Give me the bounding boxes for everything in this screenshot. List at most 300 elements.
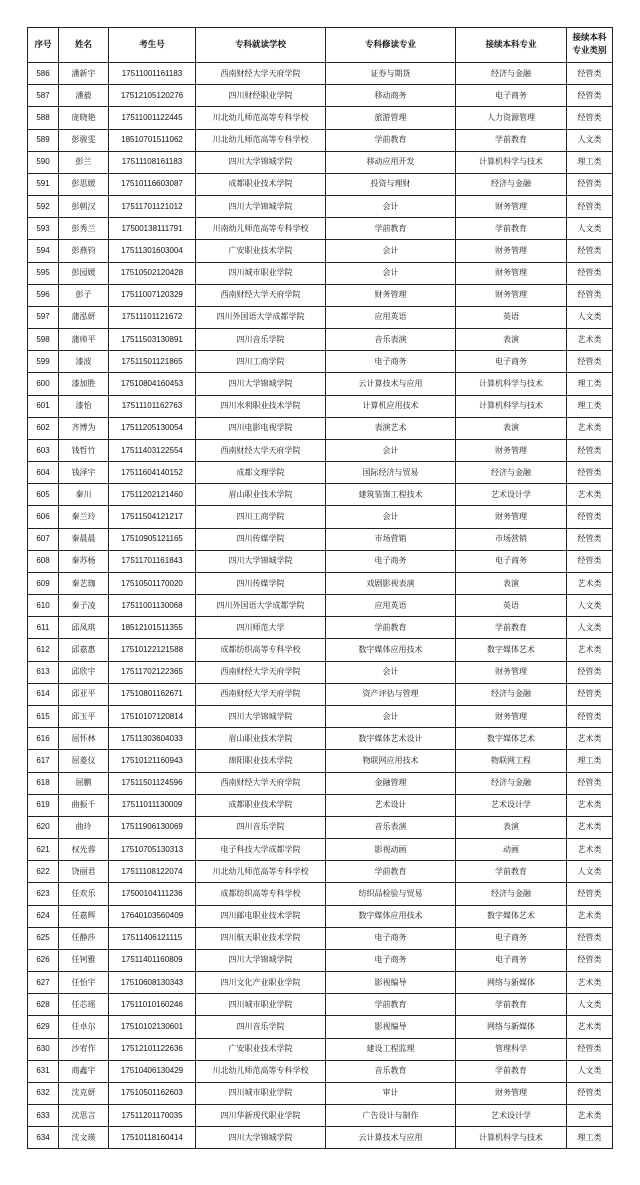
header-college: 专科就读学校 bbox=[196, 28, 326, 63]
cell-college-major: 应用英语 bbox=[326, 595, 456, 617]
cell-name: 屈鹏 bbox=[59, 772, 109, 794]
cell-exam-id: 17511303604033 bbox=[109, 728, 196, 750]
cell-college-major: 计算机应用技术 bbox=[326, 395, 456, 417]
table-row bbox=[28, 994, 613, 1016]
table-row bbox=[28, 1127, 613, 1149]
cell-bachelor-major: 学前教育 bbox=[456, 1060, 567, 1082]
cell-bachelor-major: 学前教育 bbox=[456, 994, 567, 1016]
cell-index: 628 bbox=[28, 994, 59, 1016]
cell-college-major: 表演艺术 bbox=[326, 417, 456, 439]
cell-bachelor-major: 计算机科学与技术 bbox=[456, 373, 567, 395]
cell-college-major: 学前教育 bbox=[326, 218, 456, 240]
cell-college: 四川大学锦城学院 bbox=[196, 705, 326, 727]
cell-index: 594 bbox=[28, 240, 59, 262]
cell-index: 606 bbox=[28, 506, 59, 528]
cell-exam-id: 17511001122445 bbox=[109, 107, 196, 129]
cell-college: 成都纺织高等专科学校 bbox=[196, 883, 326, 905]
cell-college: 四川外国语大学成都学院 bbox=[196, 595, 326, 617]
cell-exam-id: 17511501124596 bbox=[109, 772, 196, 794]
cell-bachelor-major: 计算机科学与技术 bbox=[456, 1127, 567, 1149]
cell-category: 人文类 bbox=[567, 861, 613, 883]
cell-name: 权光蓉 bbox=[59, 839, 109, 861]
header-row bbox=[28, 28, 613, 63]
cell-college-major: 财务管理 bbox=[326, 284, 456, 306]
cell-bachelor-major: 艺术设计学 bbox=[456, 794, 567, 816]
cell-exam-id: 17511906130069 bbox=[109, 816, 196, 838]
cell-category: 经管类 bbox=[567, 240, 613, 262]
cell-college: 四川文化产业职业学院 bbox=[196, 972, 326, 994]
cell-bachelor-major: 学前教育 bbox=[456, 861, 567, 883]
cell-bachelor-major: 动画 bbox=[456, 839, 567, 861]
cell-index: 586 bbox=[28, 63, 59, 85]
cell-college: 四川工商学院 bbox=[196, 506, 326, 528]
cell-bachelor-major: 英语 bbox=[456, 306, 567, 328]
cell-name: 彭燕钧 bbox=[59, 240, 109, 262]
cell-index: 590 bbox=[28, 151, 59, 173]
table-row bbox=[28, 550, 613, 572]
cell-college-major: 学前教育 bbox=[326, 129, 456, 151]
cell-index: 599 bbox=[28, 351, 59, 373]
cell-exam-id: 17511604140152 bbox=[109, 462, 196, 484]
cell-college: 川北幼儿师范高等专科学校 bbox=[196, 861, 326, 883]
cell-college-major: 数字媒体应用技术 bbox=[326, 905, 456, 927]
cell-index: 610 bbox=[28, 595, 59, 617]
cell-bachelor-major: 经济与金融 bbox=[456, 683, 567, 705]
cell-name: 彭思媛 bbox=[59, 173, 109, 195]
table-row bbox=[28, 484, 613, 506]
cell-college-major: 会计 bbox=[326, 439, 456, 461]
cell-name: 漆加胜 bbox=[59, 373, 109, 395]
cell-category: 艺术类 bbox=[567, 572, 613, 594]
cell-college-major: 影视动画 bbox=[326, 839, 456, 861]
cell-name: 漆波 bbox=[59, 351, 109, 373]
cell-college: 电子科技大学成都学院 bbox=[196, 839, 326, 861]
cell-college: 眉山职业技术学院 bbox=[196, 728, 326, 750]
cell-college: 四川大学锦城学院 bbox=[196, 151, 326, 173]
cell-college: 西南财经大学天府学院 bbox=[196, 683, 326, 705]
cell-name: 邱欣宇 bbox=[59, 661, 109, 683]
cell-category: 经管类 bbox=[567, 351, 613, 373]
cell-college: 四川城市职业学院 bbox=[196, 262, 326, 284]
cell-category: 人文类 bbox=[567, 306, 613, 328]
cell-index: 611 bbox=[28, 617, 59, 639]
cell-exam-id: 17511001130068 bbox=[109, 595, 196, 617]
cell-college-major: 艺术设计 bbox=[326, 794, 456, 816]
cell-college: 西南财经大学天府学院 bbox=[196, 63, 326, 85]
cell-category: 理工类 bbox=[567, 750, 613, 772]
cell-name: 齐博为 bbox=[59, 417, 109, 439]
cell-index: 587 bbox=[28, 85, 59, 107]
cell-category: 经管类 bbox=[567, 1082, 613, 1104]
table-row bbox=[28, 705, 613, 727]
cell-index: 598 bbox=[28, 329, 59, 351]
cell-college-major: 会计 bbox=[326, 661, 456, 683]
cell-college-major: 音乐教育 bbox=[326, 1060, 456, 1082]
cell-category: 艺术类 bbox=[567, 794, 613, 816]
cell-category: 艺术类 bbox=[567, 417, 613, 439]
header-name: 姓名 bbox=[59, 28, 109, 63]
cell-college: 四川华新现代职业学院 bbox=[196, 1105, 326, 1127]
cell-college-major: 物联网应用技术 bbox=[326, 750, 456, 772]
table-row bbox=[28, 306, 613, 328]
cell-bachelor-major: 学前教育 bbox=[456, 617, 567, 639]
cell-exam-id: 17640103560409 bbox=[109, 905, 196, 927]
header-exam-id: 考生号 bbox=[109, 28, 196, 63]
cell-college: 成都纺织高等专科学校 bbox=[196, 639, 326, 661]
cell-college-major: 影视编导 bbox=[326, 972, 456, 994]
cell-index: 603 bbox=[28, 439, 59, 461]
cell-bachelor-major: 电子商务 bbox=[456, 550, 567, 572]
cell-index: 632 bbox=[28, 1082, 59, 1104]
cell-bachelor-major: 电子商务 bbox=[456, 351, 567, 373]
cell-name: 漆怡 bbox=[59, 395, 109, 417]
cell-bachelor-major: 财务管理 bbox=[456, 240, 567, 262]
cell-name: 任怡宇 bbox=[59, 972, 109, 994]
cell-bachelor-major: 经济与金融 bbox=[456, 462, 567, 484]
cell-bachelor-major: 数字媒体艺术 bbox=[456, 728, 567, 750]
cell-exam-id: 18510701511062 bbox=[109, 129, 196, 151]
cell-bachelor-major: 电子商务 bbox=[456, 927, 567, 949]
cell-bachelor-major: 经济与金融 bbox=[456, 173, 567, 195]
header-index: 序号 bbox=[28, 28, 59, 63]
table-row bbox=[28, 1105, 613, 1127]
cell-college-major: 纺织品检验与贸易 bbox=[326, 883, 456, 905]
cell-college-major: 会计 bbox=[326, 262, 456, 284]
cell-index: 608 bbox=[28, 550, 59, 572]
table-row bbox=[28, 395, 613, 417]
cell-college-major: 音乐表演 bbox=[326, 816, 456, 838]
cell-name: 秦子凌 bbox=[59, 595, 109, 617]
cell-college: 四川音乐学院 bbox=[196, 1016, 326, 1038]
cell-index: 592 bbox=[28, 196, 59, 218]
cell-college-major: 证券与期货 bbox=[326, 63, 456, 85]
cell-exam-id: 17511011130009 bbox=[109, 794, 196, 816]
cell-name: 蒲泓妍 bbox=[59, 306, 109, 328]
cell-index: 605 bbox=[28, 484, 59, 506]
cell-bachelor-major: 表演 bbox=[456, 329, 567, 351]
cell-index: 591 bbox=[28, 173, 59, 195]
cell-bachelor-major: 英语 bbox=[456, 595, 567, 617]
cell-college: 西南财经大学天府学院 bbox=[196, 772, 326, 794]
cell-college-major: 会计 bbox=[326, 196, 456, 218]
cell-category: 经管类 bbox=[567, 173, 613, 195]
cell-college: 川北幼儿师范高等专科学校 bbox=[196, 129, 326, 151]
cell-exam-id: 17510116603087 bbox=[109, 173, 196, 195]
cell-exam-id: 17511007120329 bbox=[109, 284, 196, 306]
table-row bbox=[28, 262, 613, 284]
cell-exam-id: 17511701121012 bbox=[109, 196, 196, 218]
admission-table bbox=[27, 27, 613, 1149]
table-row bbox=[28, 883, 613, 905]
cell-category: 艺术类 bbox=[567, 905, 613, 927]
table-row bbox=[28, 794, 613, 816]
cell-college: 广安职业技术学院 bbox=[196, 240, 326, 262]
cell-bachelor-major: 网络与新媒体 bbox=[456, 1016, 567, 1038]
cell-college-major: 会计 bbox=[326, 705, 456, 727]
cell-name: 任嘉辉 bbox=[59, 905, 109, 927]
cell-category: 经管类 bbox=[567, 107, 613, 129]
cell-exam-id: 17511504121217 bbox=[109, 506, 196, 528]
cell-college-major: 数字媒体艺术设计 bbox=[326, 728, 456, 750]
cell-college: 成都职业技术学院 bbox=[196, 794, 326, 816]
cell-college: 四川水利职业技术学院 bbox=[196, 395, 326, 417]
cell-bachelor-major: 经济与金融 bbox=[456, 63, 567, 85]
cell-college: 眉山职业技术学院 bbox=[196, 484, 326, 506]
cell-college: 绵阳职业技术学院 bbox=[196, 750, 326, 772]
cell-category: 经管类 bbox=[567, 462, 613, 484]
cell-college-major: 会计 bbox=[326, 506, 456, 528]
cell-college-major: 电子商务 bbox=[326, 949, 456, 971]
cell-index: 627 bbox=[28, 972, 59, 994]
cell-index: 615 bbox=[28, 705, 59, 727]
cell-index: 616 bbox=[28, 728, 59, 750]
cell-index: 631 bbox=[28, 1060, 59, 1082]
cell-index: 607 bbox=[28, 528, 59, 550]
cell-name: 彭园媛 bbox=[59, 262, 109, 284]
table-row bbox=[28, 772, 613, 794]
cell-college-major: 戏剧影视表演 bbox=[326, 572, 456, 594]
cell-college-major: 广告设计与制作 bbox=[326, 1105, 456, 1127]
cell-college-major: 资产评估与管理 bbox=[326, 683, 456, 705]
cell-name: 彭子 bbox=[59, 284, 109, 306]
cell-exam-id: 17511503130891 bbox=[109, 329, 196, 351]
table-row bbox=[28, 528, 613, 550]
table-row bbox=[28, 861, 613, 883]
cell-category: 艺术类 bbox=[567, 484, 613, 506]
cell-bachelor-major: 艺术设计学 bbox=[456, 484, 567, 506]
cell-exam-id: 17510705130313 bbox=[109, 839, 196, 861]
cell-category: 经管类 bbox=[567, 439, 613, 461]
cell-bachelor-major: 电子商务 bbox=[456, 949, 567, 971]
cell-name: 任钶雅 bbox=[59, 949, 109, 971]
cell-category: 艺术类 bbox=[567, 816, 613, 838]
table-row bbox=[28, 972, 613, 994]
cell-category: 理工类 bbox=[567, 1127, 613, 1149]
cell-exam-id: 17511202121460 bbox=[109, 484, 196, 506]
cell-bachelor-major: 财务管理 bbox=[456, 439, 567, 461]
cell-bachelor-major: 经济与金融 bbox=[456, 772, 567, 794]
cell-college-major: 电子商务 bbox=[326, 550, 456, 572]
cell-exam-id: 17511101162763 bbox=[109, 395, 196, 417]
table-row bbox=[28, 129, 613, 151]
cell-index: 626 bbox=[28, 949, 59, 971]
cell-name: 商鑫宇 bbox=[59, 1060, 109, 1082]
cell-name: 曲振千 bbox=[59, 794, 109, 816]
cell-name: 潘新宇 bbox=[59, 63, 109, 85]
table-row bbox=[28, 329, 613, 351]
cell-exam-id: 17510501162603 bbox=[109, 1082, 196, 1104]
cell-exam-id: 17511403122554 bbox=[109, 439, 196, 461]
cell-bachelor-major: 财务管理 bbox=[456, 506, 567, 528]
cell-bachelor-major: 财务管理 bbox=[456, 196, 567, 218]
cell-college: 四川传媒学院 bbox=[196, 572, 326, 594]
cell-index: 614 bbox=[28, 683, 59, 705]
cell-college: 四川外国语大学成都学院 bbox=[196, 306, 326, 328]
table-row bbox=[28, 927, 613, 949]
table-row bbox=[28, 151, 613, 173]
cell-exam-id: 17510501170020 bbox=[109, 572, 196, 594]
cell-category: 人文类 bbox=[567, 129, 613, 151]
cell-exam-id: 17511501121865 bbox=[109, 351, 196, 373]
cell-college-major: 影视编导 bbox=[326, 1016, 456, 1038]
table-row bbox=[28, 905, 613, 927]
cell-exam-id: 17511010160246 bbox=[109, 994, 196, 1016]
cell-index: 620 bbox=[28, 816, 59, 838]
cell-name: 沈思言 bbox=[59, 1105, 109, 1127]
cell-exam-id: 17510118160414 bbox=[109, 1127, 196, 1149]
cell-college: 四川工商学院 bbox=[196, 351, 326, 373]
table-row bbox=[28, 63, 613, 85]
cell-college: 川北幼儿师范高等专科学校 bbox=[196, 107, 326, 129]
cell-bachelor-major: 表演 bbox=[456, 417, 567, 439]
table-row bbox=[28, 417, 613, 439]
cell-exam-id: 17512101122636 bbox=[109, 1038, 196, 1060]
table-row bbox=[28, 661, 613, 683]
cell-bachelor-major: 计算机科学与技术 bbox=[456, 151, 567, 173]
cell-category: 经管类 bbox=[567, 284, 613, 306]
cell-index: 621 bbox=[28, 839, 59, 861]
cell-index: 609 bbox=[28, 572, 59, 594]
cell-index: 595 bbox=[28, 262, 59, 284]
cell-college: 四川财经职业学院 bbox=[196, 85, 326, 107]
table-row bbox=[28, 816, 613, 838]
cell-name: 庞晓艳 bbox=[59, 107, 109, 129]
cell-college: 成都文理学院 bbox=[196, 462, 326, 484]
table-row bbox=[28, 1082, 613, 1104]
cell-college: 四川大学锦城学院 bbox=[196, 373, 326, 395]
cell-college: 四川电影电视学院 bbox=[196, 417, 326, 439]
cell-index: 623 bbox=[28, 883, 59, 905]
cell-index: 629 bbox=[28, 1016, 59, 1038]
cell-bachelor-major: 电子商务 bbox=[456, 85, 567, 107]
cell-index: 588 bbox=[28, 107, 59, 129]
cell-name: 任欢乐 bbox=[59, 883, 109, 905]
cell-bachelor-major: 数字媒体艺术 bbox=[456, 905, 567, 927]
cell-name: 邱玉平 bbox=[59, 705, 109, 727]
cell-exam-id: 17510107120814 bbox=[109, 705, 196, 727]
cell-college: 四川大学锦城学院 bbox=[196, 196, 326, 218]
cell-name: 沈克妍 bbox=[59, 1082, 109, 1104]
cell-category: 艺术类 bbox=[567, 1105, 613, 1127]
table-row bbox=[28, 949, 613, 971]
cell-college-major: 移动商务 bbox=[326, 85, 456, 107]
cell-index: 597 bbox=[28, 306, 59, 328]
cell-college-major: 应用英语 bbox=[326, 306, 456, 328]
cell-category: 经管类 bbox=[567, 883, 613, 905]
cell-name: 曲玲 bbox=[59, 816, 109, 838]
cell-category: 艺术类 bbox=[567, 728, 613, 750]
cell-exam-id: 17510406130429 bbox=[109, 1060, 196, 1082]
cell-index: 601 bbox=[28, 395, 59, 417]
cell-college: 四川大学锦城学院 bbox=[196, 1127, 326, 1149]
cell-exam-id: 17511101121672 bbox=[109, 306, 196, 328]
cell-name: 彭兰 bbox=[59, 151, 109, 173]
cell-index: 633 bbox=[28, 1105, 59, 1127]
cell-index: 602 bbox=[28, 417, 59, 439]
cell-index: 617 bbox=[28, 750, 59, 772]
cell-category: 理工类 bbox=[567, 395, 613, 417]
table-row bbox=[28, 617, 613, 639]
cell-exam-id: 17511205130054 bbox=[109, 417, 196, 439]
cell-college-major: 电子商务 bbox=[326, 351, 456, 373]
cell-name: 钱哲竹 bbox=[59, 439, 109, 461]
cell-index: 624 bbox=[28, 905, 59, 927]
cell-college: 四川传媒学院 bbox=[196, 528, 326, 550]
cell-category: 人文类 bbox=[567, 595, 613, 617]
cell-name: 邱嘉惠 bbox=[59, 639, 109, 661]
cell-category: 艺术类 bbox=[567, 839, 613, 861]
cell-college: 西南财经大学天府学院 bbox=[196, 439, 326, 461]
table-row bbox=[28, 1060, 613, 1082]
cell-exam-id: 17500104111236 bbox=[109, 883, 196, 905]
cell-exam-id: 17510905121165 bbox=[109, 528, 196, 550]
cell-category: 经管类 bbox=[567, 550, 613, 572]
cell-bachelor-major: 管理科学 bbox=[456, 1038, 567, 1060]
cell-exam-id: 17510801162671 bbox=[109, 683, 196, 705]
cell-college-major: 国际经济与贸易 bbox=[326, 462, 456, 484]
cell-category: 经管类 bbox=[567, 262, 613, 284]
header-category: 接续本科专业类别 bbox=[567, 28, 613, 63]
cell-name: 任芯瑶 bbox=[59, 994, 109, 1016]
cell-index: 589 bbox=[28, 129, 59, 151]
table-row bbox=[28, 351, 613, 373]
cell-college: 四川大学锦城学院 bbox=[196, 949, 326, 971]
cell-category: 经管类 bbox=[567, 661, 613, 683]
cell-exam-id: 17510608130343 bbox=[109, 972, 196, 994]
cell-category: 经管类 bbox=[567, 1038, 613, 1060]
cell-college-major: 音乐表演 bbox=[326, 329, 456, 351]
cell-index: 619 bbox=[28, 794, 59, 816]
table-row bbox=[28, 173, 613, 195]
table-row bbox=[28, 639, 613, 661]
cell-college-major: 移动应用开发 bbox=[326, 151, 456, 173]
cell-exam-id: 17511001161183 bbox=[109, 63, 196, 85]
cell-bachelor-major: 财务管理 bbox=[456, 284, 567, 306]
cell-index: 612 bbox=[28, 639, 59, 661]
cell-college-major: 云计算技术与应用 bbox=[326, 373, 456, 395]
cell-college: 西南财经大学天府学院 bbox=[196, 661, 326, 683]
cell-college-major: 投资与理财 bbox=[326, 173, 456, 195]
table-row bbox=[28, 240, 613, 262]
cell-exam-id: 18512101511355 bbox=[109, 617, 196, 639]
cell-bachelor-major: 计算机科学与技术 bbox=[456, 395, 567, 417]
cell-name: 屈菱仪 bbox=[59, 750, 109, 772]
cell-bachelor-major: 经济与金融 bbox=[456, 883, 567, 905]
cell-exam-id: 17510121160943 bbox=[109, 750, 196, 772]
cell-college-major: 学前教育 bbox=[326, 617, 456, 639]
cell-name: 沈文瑛 bbox=[59, 1127, 109, 1149]
table-row bbox=[28, 1038, 613, 1060]
cell-category: 人文类 bbox=[567, 218, 613, 240]
cell-exam-id: 17511201170035 bbox=[109, 1105, 196, 1127]
header-college-major: 专科修读专业 bbox=[326, 28, 456, 63]
cell-bachelor-major: 表演 bbox=[456, 816, 567, 838]
cell-exam-id: 17510102130601 bbox=[109, 1016, 196, 1038]
cell-exam-id: 17510122121588 bbox=[109, 639, 196, 661]
cell-bachelor-major: 人力资源管理 bbox=[456, 107, 567, 129]
cell-name: 彭秀兰 bbox=[59, 218, 109, 240]
cell-index: 613 bbox=[28, 661, 59, 683]
table-row bbox=[28, 218, 613, 240]
cell-category: 经管类 bbox=[567, 528, 613, 550]
cell-college-major: 学前教育 bbox=[326, 994, 456, 1016]
cell-exam-id: 17511301603004 bbox=[109, 240, 196, 262]
cell-college-major: 建设工程监理 bbox=[326, 1038, 456, 1060]
cell-exam-id: 17511401160809 bbox=[109, 949, 196, 971]
cell-exam-id: 17510804160453 bbox=[109, 373, 196, 395]
cell-exam-id: 17511701161843 bbox=[109, 550, 196, 572]
cell-name: 任卓尔 bbox=[59, 1016, 109, 1038]
